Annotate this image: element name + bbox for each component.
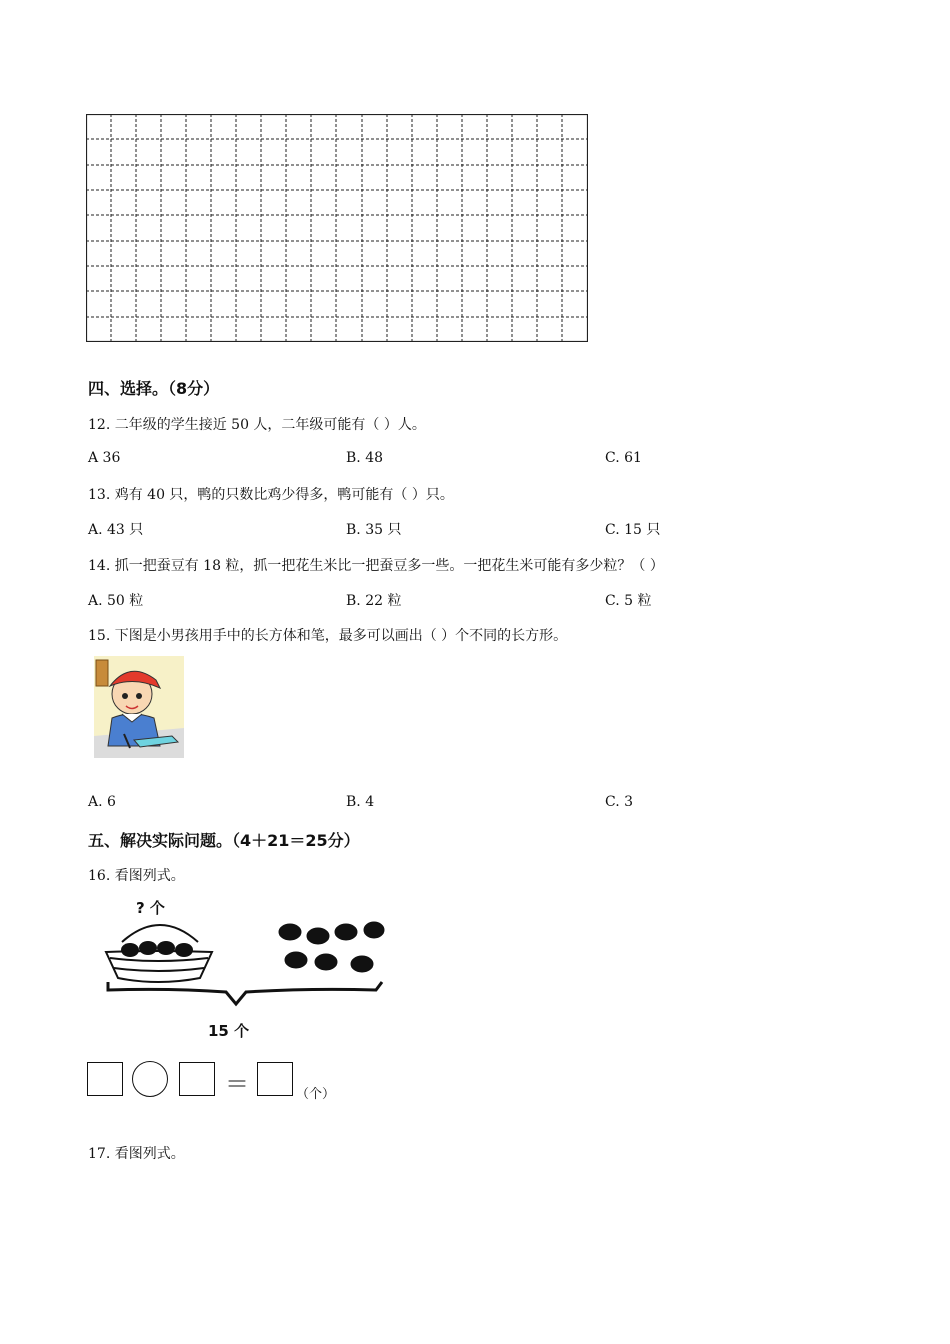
q15-option-b: B. 4	[346, 794, 375, 810]
q12-option-c: C. 61	[605, 450, 642, 466]
q14-option-a: A. 50 粒	[88, 593, 144, 609]
writing-grid	[86, 114, 588, 342]
total-count-label: 15 个	[208, 1022, 250, 1040]
q14-option-c: C. 5 粒	[605, 593, 652, 609]
q15-option-a: A. 6	[88, 794, 116, 810]
operator-circle[interactable]	[132, 1061, 168, 1097]
pears-picture	[100, 912, 390, 1012]
q13-option-b: B. 35 只	[346, 522, 402, 538]
q14-option-b: B. 22 粒	[346, 593, 402, 609]
q13-option-c: C. 15 只	[605, 522, 661, 538]
unit-label: （个）	[296, 1087, 336, 1102]
equals-sign: ＝	[225, 1070, 249, 1098]
answer-box-result[interactable]	[257, 1062, 293, 1096]
answer-box-1[interactable]	[87, 1062, 123, 1096]
question-14: 14. 抓一把蚕豆有 18 粒，抓一把花生米比一把蚕豆多一些。一把花生米可能有多少粒？（ ）	[88, 558, 664, 574]
section-4-title: 四、选择。（8分）	[88, 379, 220, 398]
q13-option-a: A. 43 只	[88, 522, 144, 538]
question-15: 15. 下图是小男孩用手中的长方体和笔，最多可以画出（ ）个不同的长方形。	[88, 628, 568, 644]
q12-option-a: A 36	[88, 450, 121, 466]
answer-box-2[interactable]	[179, 1062, 215, 1096]
q12-option-b: B. 48	[346, 450, 384, 466]
unknown-count-label: ? 个	[136, 899, 165, 917]
q15-option-c: C. 3	[605, 794, 634, 810]
question-13: 13. 鸡有 40 只，鸭的只数比鸡少得多，鸭可能有（ ）只。	[88, 487, 454, 503]
question-12: 12. 二年级的学生接近 50 人，二年级可能有（ ）人。	[88, 417, 426, 433]
boy-drawing-illustration	[94, 656, 184, 758]
section-5-title: 五、解决实际问题。（4＋21＝25分）	[88, 831, 360, 850]
question-17: 17. 看图列式。	[88, 1146, 185, 1162]
question-16: 16. 看图列式。	[88, 868, 185, 884]
